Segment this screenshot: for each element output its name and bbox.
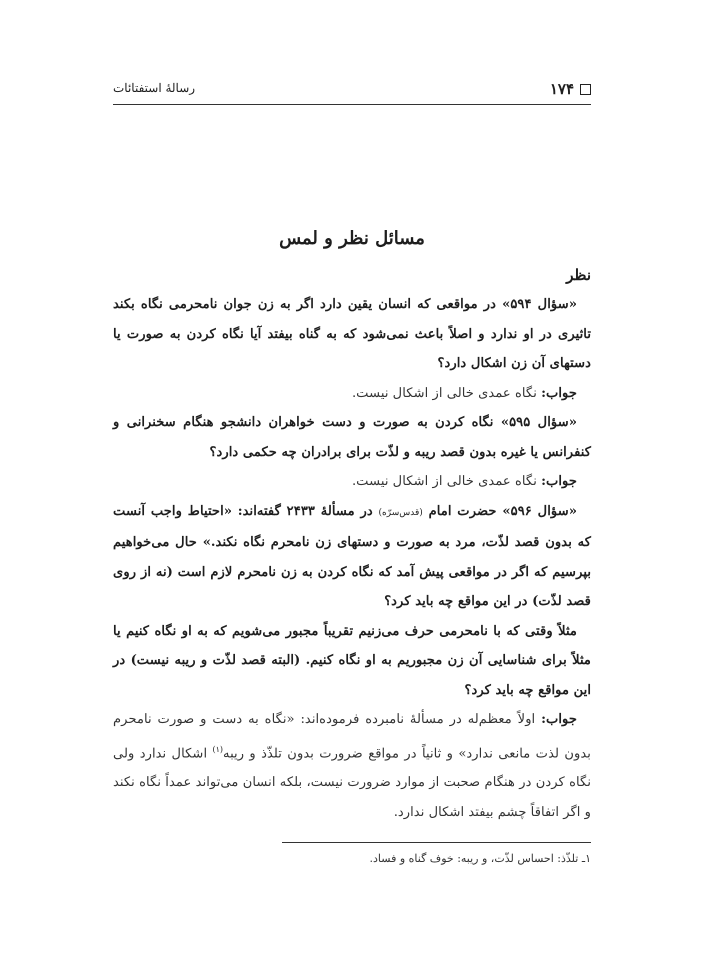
question-text: نگاه کردن به صورت و دست خواهران دانشجو هنگام سخنرانی و کنفرانس یا غیره بدون قصد ریبه و لذّت برای برادران چه حکمی دارد؟	[113, 415, 591, 460]
square-bullet-icon	[580, 84, 591, 95]
honorific-note: (قدس‌سرّه)	[378, 507, 423, 518]
question-595	[113, 408, 591, 467]
main-text	[113, 260, 591, 827]
answer-text-cont: اشکال ندارد ولی نگاه کردن در هنگام صحبت از موارد ضرورت نیست، بلکه انسان می‌تواند عمداً نگاه نکند و اگر اتفاقاً چشم بیفتد اشکال ندارد.	[113, 745, 591, 820]
answer-text: نگاه عمدی خالی از اشکال نیست.	[351, 474, 542, 489]
question-label: «سؤال ۵۹۵»	[500, 415, 577, 430]
answer-label: جواب:	[541, 385, 577, 401]
page-number	[550, 80, 591, 98]
footnote-ref[interactable]: (۱)	[212, 744, 223, 754]
answer-text: نگاه عمدی خالی از اشکال نیست.	[351, 385, 542, 401]
question-text: مثلاً وقتی که با نامحرمی حرف می‌زنیم تقریباً مجبور می‌شویم که به او نگاه کنیم یا مثلاً برای شناسایی آن زن مجبوریم به او نگاه کنیم. (البته قصد لذّت و ریبه نیست) در این مواقع چه باید کرد؟	[113, 623, 591, 698]
question-text-cont: در مسألهٔ ۲۴۳۳ گفته‌اند: «احتیاط واجب آنست که بدون قصد لذّت، مرد به صورت و دستهای زن نامحرم نگاه نکند.» حال می‌خواهیم بپرسیم که اگر در مواقعی پیش آمد که نگاه کردن به زن نامحرم لازم است (نه از روی قصد لذّت) در این مواقع چه باید کرد؟	[113, 503, 591, 609]
answer-label: جواب:	[541, 712, 577, 727]
answer-595	[113, 467, 591, 497]
footnote: ۱ـ تلذّذ: احساس لذّت، و ریبه: خوف گناه و فساد.	[369, 852, 591, 865]
answer-594	[113, 379, 591, 409]
running-title: رسالهٔ استفتائات	[113, 81, 196, 95]
page-number-text: ۱۷۴	[549, 80, 574, 98]
question-text: در مواقعی که انسان یقین دارد اگر به زن جوان نامحرمی نگاه بکند تاثیری در او ندارد و اصلاً باعث نمی‌شود که به گناه بیفتد آیا نگاه کردن به صورت یا دستهای آن زن اشکال دارد؟	[113, 297, 591, 371]
question-label: «سؤال ۵۹۴»	[502, 297, 577, 312]
subheading: نظر	[566, 266, 591, 284]
answer-text: اولاً معظم‌له در مسألهٔ نامبرده فرموده‌اند: «نگاه به دست و صورت نامحرم بدون لذت مانعی ندارد» و ثانیاً در مواقع ضرورت بدون تلذّذ و ریبه	[113, 712, 591, 761]
question-label: «سؤال ۵۹۶»	[502, 503, 577, 519]
answer-label: جواب:	[541, 474, 577, 489]
answer-596	[113, 705, 591, 827]
footnote-rule	[282, 842, 591, 843]
question-596-cont	[113, 617, 591, 706]
section-title: مسائل نظر و لمس	[279, 228, 425, 249]
question-594	[113, 290, 591, 379]
page-header	[113, 80, 591, 102]
question-text: حضرت امام	[422, 503, 503, 519]
question-596	[113, 497, 591, 617]
header-rule	[113, 104, 591, 105]
